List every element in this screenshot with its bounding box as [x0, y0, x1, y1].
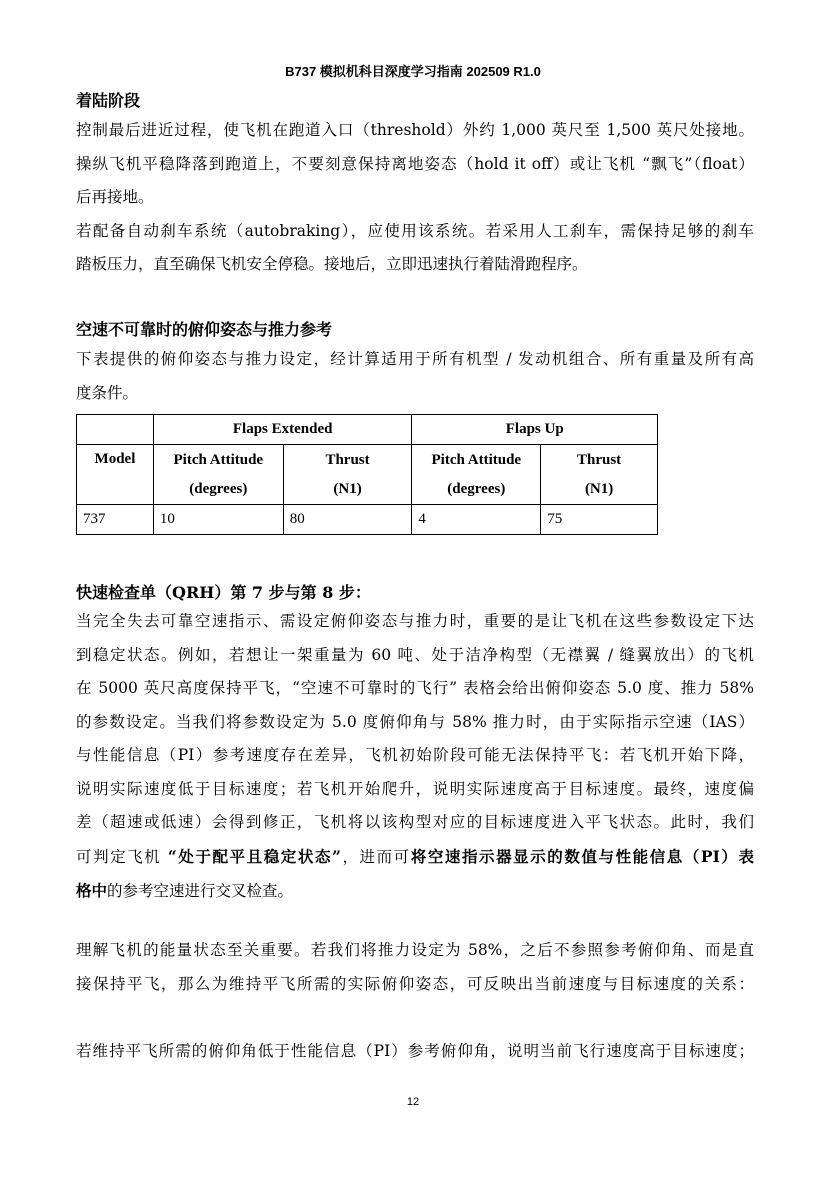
- text-line: 在 5000 英尺高度保持平飞，“空速不可靠时的飞行” 表格会给出俯仰姿态 5.0 度、推力 58%: [76, 679, 754, 697]
- table-corner-cell: [77, 415, 154, 445]
- cell-ext-thrust: 80: [283, 505, 412, 535]
- ext-pitch-header: [153, 445, 283, 505]
- qrh-heading: 快速检查单（QRH）第 7 步与第 8 步：: [76, 583, 371, 602]
- text-line: 踏板压力，直至确保飞机安全停稳。接地后，立即迅速执行着陆滑跑程序。: [76, 255, 588, 273]
- up-pitch-header: [412, 445, 541, 505]
- ext-thrust-header: [283, 445, 412, 505]
- text-run: ，进而可: [340, 847, 411, 866]
- text-run: 可判定飞机: [76, 847, 168, 866]
- text-line: 若维持平飞所需的俯仰角低于性能信息（PI）参考俯仰角，说明当前飞行速度高于目标速度；: [76, 1042, 754, 1060]
- text-line: 若配备自动刹车系统（autobraking），应使用该系统。若采用人工刹车，需保持足够的刹车: [76, 221, 754, 240]
- flaps-up-header: Flaps Up: [412, 415, 658, 445]
- pitch-unit: (degrees): [189, 480, 248, 497]
- thrust-label: Thrust: [577, 451, 622, 468]
- text-line: 理解飞机的能量状态至关重要。若我们将推力设定为 58%，之后不参照参考俯仰角、而是直: [76, 941, 754, 959]
- cell-up-thrust: 75: [541, 505, 658, 535]
- landing-paragraph: [76, 114, 754, 282]
- energy-paragraph: [76, 934, 754, 1001]
- pitch-label: Pitch Attitude: [431, 451, 522, 468]
- thrust-unit: (N1): [584, 480, 614, 497]
- text-run: 的参考空速进行交叉检查。: [107, 882, 294, 900]
- page-number: 12: [406, 1096, 420, 1108]
- model-column-header: Model: [77, 445, 154, 505]
- flaps-extended-header: Flaps Extended: [153, 415, 412, 445]
- text-line: 操纵飞机平稳降落到跑道上，不要刻意保持离地姿态（hold it off）或让飞机 “飘飞”（float）: [76, 154, 754, 173]
- text-line: 到稳定状态。例如，若想让一架重量为 60 吨、处于洁净构型（无襟翼 / 缝翼放出）的飞机: [76, 645, 754, 664]
- text-line: 差（超速或低速）会得到修正，飞机将以该构型对应的目标速度进入平飞状态。此时，我们: [76, 813, 754, 831]
- thrust-unit: (N1): [333, 480, 362, 497]
- lower-paragraph: [76, 1035, 754, 1069]
- text-line: 的参数设定。当我们将参数设定为 5.0 度俯仰角与 58% 推力时，由于实际指示空速（IAS）: [76, 712, 754, 731]
- text-line: 后再接地。: [76, 188, 154, 206]
- landing-heading: 着陆阶段: [76, 91, 141, 110]
- text-line: 控制最后进近过程，使飞机在跑道入口（threshold）外约 1,000 英尺至 1,500 英尺处接地。: [76, 121, 754, 139]
- up-thrust-header: [541, 445, 658, 505]
- cell-ext-pitch: 10: [153, 505, 283, 535]
- text-line: 度条件。: [76, 383, 139, 402]
- text-line: 接保持平飞，那么为维持平飞所需的实际俯仰姿态，可反映出当前速度与目标速度的关系：: [76, 974, 754, 993]
- text-line: 与性能信息（PI）参考速度存在差异，飞机初始阶段可能无法保持平飞：若飞机开始下降，: [76, 746, 754, 764]
- pitch-label: Pitch Attitude: [173, 451, 264, 468]
- cell-model: 737: [77, 505, 154, 535]
- trimmed-stable-emphasis: “处于配平且稳定状态”: [167, 846, 341, 866]
- cross-check-emphasis: 将空速指示器显示的数值与性能信息（PI）表: [410, 846, 754, 866]
- qrh-paragraph: [76, 605, 754, 909]
- text-line: 下表提供的俯仰姿态与推力设定，经计算适用于所有机型 / 发动机组合、所有重量及所有高: [76, 350, 754, 368]
- cell-up-pitch: 4: [412, 505, 541, 535]
- pitch-unit: (degrees): [447, 480, 506, 497]
- text-line: 说明实际速度低于目标速度；若飞机开始爬升，说明实际速度高于目标速度。最终，速度偏: [76, 779, 754, 798]
- pitch-thrust-table: [76, 414, 658, 535]
- thrust-label: Thrust: [325, 451, 370, 468]
- page-header: B737 模拟机科目深度学习指南 202509 R1.0: [285, 64, 541, 79]
- unreliable-paragraph: [76, 343, 754, 410]
- text-line: [76, 840, 754, 875]
- text-line: [76, 874, 754, 909]
- unreliable-airspeed-heading: 空速不可靠时的俯仰姿态与推力参考: [76, 320, 333, 339]
- text-line: 当完全失去可靠空速指示、需设定俯仰姿态与推力时，重要的是让飞机在这些参数设定下达: [76, 612, 754, 630]
- cross-check-emphasis-end: 格中: [76, 881, 108, 900]
